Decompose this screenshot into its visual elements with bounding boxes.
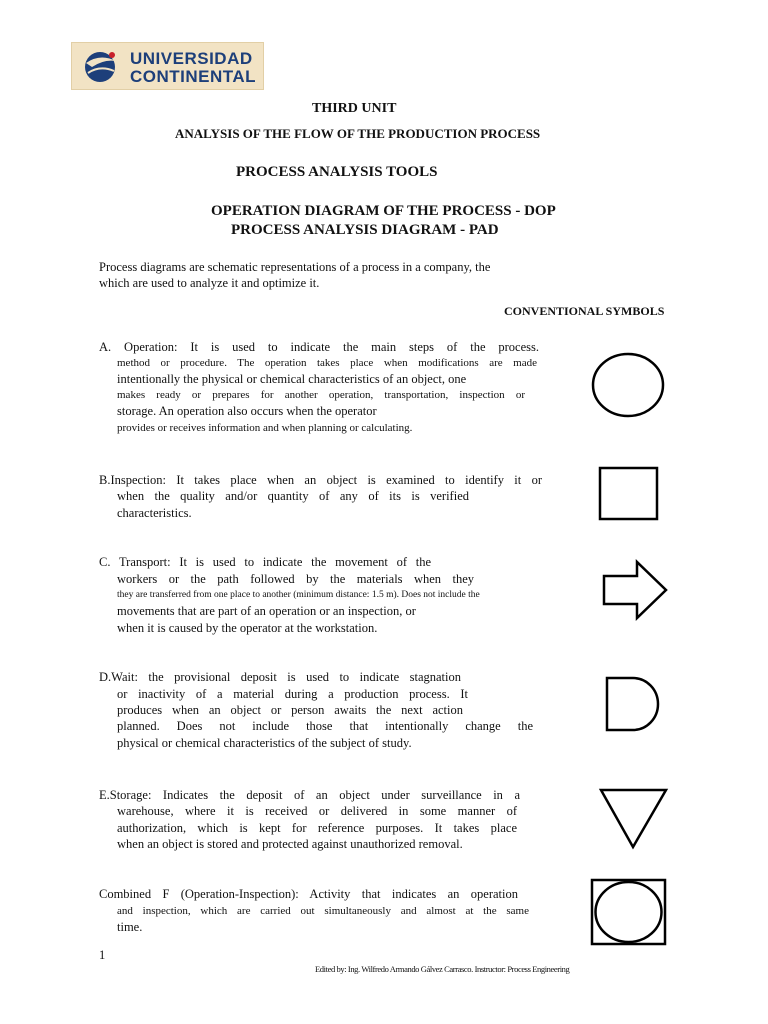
- combined-line-1: Combined F (Operation-Inspection): Activity that indicates an operation: [99, 887, 518, 901]
- logo-text-line2: CONTINENTAL: [130, 67, 257, 86]
- flow-heading: ANALYSIS OF THE FLOW OF THE PRODUCTION PROCESS: [175, 126, 541, 141]
- tools-heading: PROCESS ANALYSIS TOOLS: [236, 164, 438, 180]
- combined-line-2: and inspection, which are carried out simultaneously and almost at the same: [117, 905, 529, 917]
- symbols-heading: CONVENTIONAL SYMBOLS: [504, 304, 665, 318]
- storage-line-3: authorization, which is kept for reference purposes. It takes place: [117, 821, 517, 835]
- storage-triangle-symbol: [598, 787, 670, 851]
- wait-line-2: or inactivity of a material during a production process. It: [117, 687, 468, 701]
- pad-heading: PROCESS ANALYSIS DIAGRAM - PAD: [231, 222, 499, 238]
- unit-heading: THIRD UNIT: [312, 101, 397, 116]
- wait-line-1: D.Wait: the provisional deposit is used to indicate stagnation: [99, 670, 461, 684]
- transport-line-1: C. Transport: It is used to indicate the movement of the: [99, 555, 431, 569]
- wait-line-5: physical or chemical characteristics of the subject of study.: [117, 736, 412, 750]
- operation-line-3: intentionally the physical or chemical characteristics of an object, one: [117, 372, 467, 386]
- inspection-line-2: when the quality and/or quantity of any of its is verified: [117, 489, 469, 503]
- footer-credit: Edited by: Ing. Wilfredo Armando Gálvez Carrasco. Instructor: Process Engineering: [315, 964, 570, 974]
- operation-circle-symbol: [590, 351, 666, 419]
- storage-line-4: when an object is stored and protected against unauthorized removal.: [117, 837, 463, 851]
- operation-line-5: storage. An operation also occurs when the operator: [117, 404, 377, 418]
- university-logo: [71, 42, 264, 90]
- storage-line-2: warehouse, where it is received or delivered in some manner of: [117, 804, 517, 818]
- dop-heading: OPERATION DIAGRAM OF THE PROCESS - DOP: [211, 203, 556, 219]
- operation-line-2: method or procedure. The operation takes place when modifications are made: [117, 357, 537, 369]
- operation-line-1: A. Operation: It is used to indicate the main steps of the process.: [99, 340, 539, 354]
- inspection-line-3: characteristics.: [117, 506, 192, 520]
- operation-line-4: makes ready or prepares for another operation, transportation, inspection or: [117, 389, 525, 401]
- transport-line-5: when it is caused by the operator at the workstation.: [117, 621, 378, 635]
- inspection-line-1: B.Inspection: It takes place when an object is examined to identify it or: [99, 473, 542, 487]
- storage-line-1: E.Storage: Indicates the deposit of an object under surveillance in a: [99, 788, 520, 802]
- wait-line-4: planned. Does not include those that intentionally change the: [117, 719, 533, 733]
- operation-line-6: provides or receives information and when planning or calculating.: [117, 422, 413, 434]
- logo-text-line1: UNIVERSIDAD: [130, 49, 253, 68]
- transport-arrow-symbol: [601, 559, 669, 621]
- globe-emblem-icon: [78, 47, 124, 85]
- transport-line-3: they are transferred from one place to another (minimum distance: 1.5 m). Does not include the: [117, 590, 480, 600]
- wait-d-symbol: [603, 674, 661, 734]
- intro-line-1: Process diagrams are schematic representations of a process in a company, the: [99, 260, 491, 274]
- transport-line-4: movements that are part of an operation or an inspection, or: [117, 604, 416, 618]
- wait-line-3: produces when an object or person awaits the next action: [117, 703, 463, 717]
- intro-line-2: which are used to analyze it and optimize it.: [99, 276, 320, 290]
- combined-operation-inspection-symbol: [589, 877, 669, 947]
- inspection-square-symbol: [598, 466, 660, 522]
- page-number: 1: [99, 948, 106, 962]
- combined-line-3: time.: [117, 920, 143, 934]
- transport-line-2: workers or the path followed by the materials when they: [117, 572, 474, 586]
